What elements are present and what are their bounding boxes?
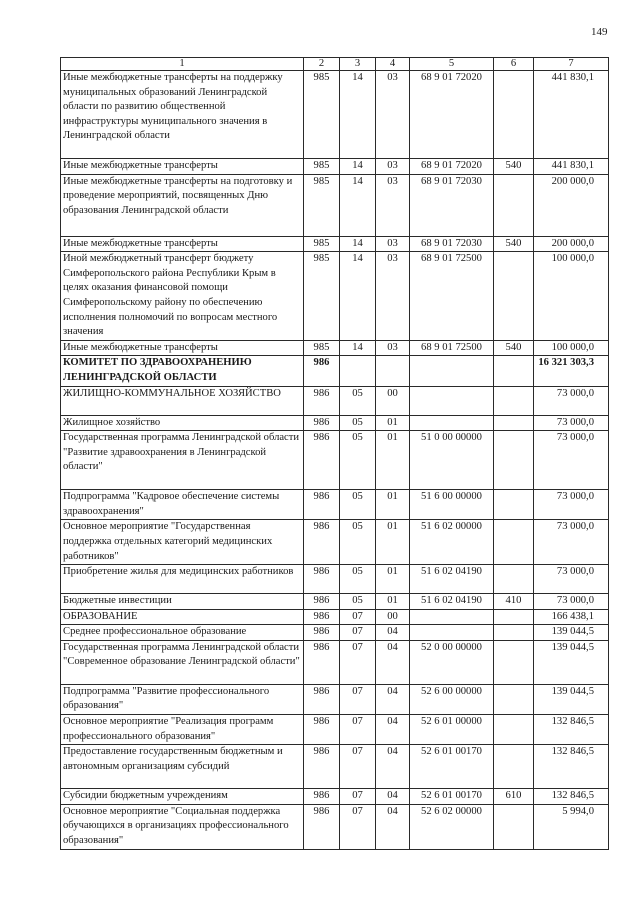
row-name: Государственная программа Ленинградской области "Современное образование Ленинградской области" (61, 640, 304, 684)
row-amount: 132 846,5 (534, 789, 609, 805)
column-header: 2 (304, 58, 340, 71)
row-grbs: 985 (304, 252, 340, 341)
row-section: 07 (340, 715, 376, 745)
row-grbs: 986 (304, 625, 340, 641)
row-grbs: 985 (304, 159, 340, 175)
row-expense-type (494, 252, 534, 341)
row-amount: 441 830,1 (534, 71, 609, 159)
row-expense-type (494, 71, 534, 159)
table-row (61, 684, 609, 714)
row-expense-type (494, 415, 534, 431)
row-name: Иные межбюджетные трансферты на подготовку и проведение мероприятий, посвященных Дню образования Ленинградской области (61, 174, 304, 236)
column-header: 5 (410, 58, 494, 71)
row-target-code: 68 9 01 72500 (410, 340, 494, 356)
row-expense-type (494, 520, 534, 565)
table-row (61, 625, 609, 641)
row-target-code: 68 9 01 72020 (410, 159, 494, 175)
row-section: 05 (340, 490, 376, 520)
row-grbs: 986 (304, 640, 340, 684)
column-header: 1 (61, 58, 304, 71)
table-row (61, 594, 609, 610)
column-header: 4 (376, 58, 410, 71)
row-expense-type (494, 745, 534, 789)
row-grbs: 986 (304, 715, 340, 745)
row-amount: 73 000,0 (534, 520, 609, 565)
row-subsection: 03 (376, 252, 410, 341)
table-row (61, 640, 609, 684)
row-name: Иной межбюджетный трансферт бюджету Симферопольского района Республики Крым в целях оказания финансовой помощи Симферопольскому району по обеспечению исполнения полномочий по вопросам местного значения (61, 252, 304, 341)
table-row (61, 340, 609, 356)
row-target-code: 68 9 01 72020 (410, 71, 494, 159)
row-target-code: 52 6 01 00170 (410, 789, 494, 805)
row-expense-type (494, 804, 534, 849)
row-amount: 73 000,0 (534, 490, 609, 520)
row-grbs: 985 (304, 174, 340, 236)
row-grbs: 986 (304, 415, 340, 431)
row-name: Подпрограмма "Развитие профессионального образования" (61, 684, 304, 714)
row-target-code: 52 0 00 00000 (410, 640, 494, 684)
row-subsection: 04 (376, 684, 410, 714)
column-header: 6 (494, 58, 534, 71)
row-grbs: 986 (304, 609, 340, 625)
row-amount: 100 000,0 (534, 252, 609, 341)
row-amount: 166 438,1 (534, 609, 609, 625)
row-subsection: 03 (376, 236, 410, 252)
table-row (61, 804, 609, 849)
row-section: 05 (340, 594, 376, 610)
row-grbs: 986 (304, 356, 340, 386)
table-row (61, 609, 609, 625)
row-section: 07 (340, 745, 376, 789)
row-expense-type: 410 (494, 594, 534, 610)
row-amount: 200 000,0 (534, 236, 609, 252)
row-amount: 132 846,5 (534, 745, 609, 789)
row-amount: 139 044,5 (534, 625, 609, 641)
row-section: 07 (340, 625, 376, 641)
row-amount: 100 000,0 (534, 340, 609, 356)
row-name: Подпрограмма "Кадровое обеспечение системы здравоохранения" (61, 490, 304, 520)
table-row (61, 415, 609, 431)
row-subsection: 04 (376, 804, 410, 849)
table-row (61, 565, 609, 594)
row-subsection: 03 (376, 340, 410, 356)
row-target-code: 68 9 01 72500 (410, 252, 494, 341)
row-expense-type (494, 490, 534, 520)
row-section: 07 (340, 804, 376, 849)
row-target-code: 52 6 00 00000 (410, 684, 494, 714)
row-name: Иные межбюджетные трансферты (61, 340, 304, 356)
row-name: Иные межбюджетные трансферты (61, 159, 304, 175)
table-row (61, 174, 609, 236)
row-target-code: 68 9 01 72030 (410, 236, 494, 252)
row-grbs: 986 (304, 386, 340, 415)
row-target-code: 51 6 02 00000 (410, 520, 494, 565)
row-name: Предоставление государственным бюджетным и автономным организациям субсидий (61, 745, 304, 789)
row-amount: 73 000,0 (534, 565, 609, 594)
row-subsection: 04 (376, 789, 410, 805)
row-grbs: 986 (304, 745, 340, 789)
row-expense-type: 540 (494, 340, 534, 356)
row-expense-type (494, 386, 534, 415)
row-target-code (410, 415, 494, 431)
row-target-code (410, 609, 494, 625)
budget-table (60, 57, 609, 850)
row-expense-type (494, 609, 534, 625)
row-subsection: 01 (376, 520, 410, 565)
row-section: 07 (340, 609, 376, 625)
row-subsection: 01 (376, 594, 410, 610)
row-section: 14 (340, 159, 376, 175)
row-subsection: 04 (376, 640, 410, 684)
row-section: 14 (340, 174, 376, 236)
row-section: 05 (340, 431, 376, 490)
row-target-code: 51 0 00 00000 (410, 431, 494, 490)
row-amount: 139 044,5 (534, 640, 609, 684)
row-subsection: 01 (376, 565, 410, 594)
row-name: КОМИТЕТ ПО ЗДРАВООХРАНЕНИЮ ЛЕНИНГРАДСКОЙ ОБЛАСТИ (61, 356, 304, 386)
table-row (61, 431, 609, 490)
table-row (61, 745, 609, 789)
table-row (61, 71, 609, 159)
row-section: 14 (340, 340, 376, 356)
column-header: 3 (340, 58, 376, 71)
row-subsection: 01 (376, 490, 410, 520)
row-target-code: 51 6 02 04190 (410, 565, 494, 594)
row-amount: 73 000,0 (534, 386, 609, 415)
row-section (340, 356, 376, 386)
row-subsection: 01 (376, 415, 410, 431)
row-subsection: 01 (376, 431, 410, 490)
row-name: Жилищное хозяйство (61, 415, 304, 431)
row-expense-type (494, 431, 534, 490)
row-name: Основное мероприятие "Государственная поддержка отдельных категорий медицинских работников" (61, 520, 304, 565)
row-target-code: 51 6 02 04190 (410, 594, 494, 610)
table-row (61, 386, 609, 415)
table-row (61, 520, 609, 565)
table-row (61, 159, 609, 175)
table-row (61, 490, 609, 520)
row-section: 05 (340, 386, 376, 415)
row-target-code (410, 356, 494, 386)
row-target-code: 52 6 01 00000 (410, 715, 494, 745)
table-row (61, 789, 609, 805)
row-grbs: 986 (304, 684, 340, 714)
row-expense-type (494, 715, 534, 745)
row-grbs: 986 (304, 789, 340, 805)
row-subsection: 00 (376, 609, 410, 625)
row-section: 07 (340, 684, 376, 714)
row-section: 05 (340, 565, 376, 594)
row-name: Основное мероприятие "Социальная поддержка обучающихся в организациях профессионального образования" (61, 804, 304, 849)
header-row (61, 58, 609, 71)
row-name: ЖИЛИЩНО-КОММУНАЛЬНОЕ ХОЗЯЙСТВО (61, 386, 304, 415)
row-amount: 139 044,5 (534, 684, 609, 714)
row-expense-type (494, 565, 534, 594)
row-section: 14 (340, 252, 376, 341)
row-expense-type: 540 (494, 236, 534, 252)
row-target-code (410, 625, 494, 641)
row-amount: 16 321 303,3 (534, 356, 609, 386)
row-subsection: 03 (376, 71, 410, 159)
row-grbs: 986 (304, 565, 340, 594)
row-subsection: 04 (376, 625, 410, 641)
row-name: Иные межбюджетные трансферты на поддержку муниципальных образований Ленинградской области по развитию общественной инфраструктуры муниципального значения в Ленинградской области (61, 71, 304, 159)
row-subsection: 00 (376, 386, 410, 415)
row-target-code: 52 6 01 00170 (410, 745, 494, 789)
row-section: 14 (340, 236, 376, 252)
row-grbs: 985 (304, 340, 340, 356)
row-subsection: 04 (376, 715, 410, 745)
row-subsection: 03 (376, 174, 410, 236)
row-expense-type: 610 (494, 789, 534, 805)
row-section: 05 (340, 520, 376, 565)
row-expense-type (494, 625, 534, 641)
row-section: 07 (340, 640, 376, 684)
row-grbs: 986 (304, 804, 340, 849)
row-grbs: 986 (304, 520, 340, 565)
row-section: 14 (340, 71, 376, 159)
row-amount: 73 000,0 (534, 431, 609, 490)
row-name: Приобретение жилья для медицинских работников (61, 565, 304, 594)
row-expense-type (494, 174, 534, 236)
table-row (61, 236, 609, 252)
row-expense-type: 540 (494, 159, 534, 175)
row-name: ОБРАЗОВАНИЕ (61, 609, 304, 625)
row-amount: 441 830,1 (534, 159, 609, 175)
row-target-code (410, 386, 494, 415)
table-row (61, 715, 609, 745)
row-amount: 200 000,0 (534, 174, 609, 236)
row-amount: 5 994,0 (534, 804, 609, 849)
row-name: Среднее профессиональное образование (61, 625, 304, 641)
row-name: Основное мероприятие "Реализация программ профессионального образования" (61, 715, 304, 745)
row-expense-type (494, 356, 534, 386)
row-name: Бюджетные инвестиции (61, 594, 304, 610)
row-subsection (376, 356, 410, 386)
row-amount: 132 846,5 (534, 715, 609, 745)
row-grbs: 986 (304, 431, 340, 490)
row-grbs: 986 (304, 490, 340, 520)
table-row (61, 356, 609, 386)
row-name: Субсидии бюджетным учреждениям (61, 789, 304, 805)
row-target-code: 68 9 01 72030 (410, 174, 494, 236)
row-name: Иные межбюджетные трансферты (61, 236, 304, 252)
row-amount: 73 000,0 (534, 415, 609, 431)
row-subsection: 03 (376, 159, 410, 175)
row-section: 05 (340, 415, 376, 431)
row-subsection: 04 (376, 745, 410, 789)
row-name: Государственная программа Ленинградской области "Развитие здравоохранения в Ленинградской области" (61, 431, 304, 490)
page-number: 149 (591, 26, 608, 38)
row-grbs: 985 (304, 71, 340, 159)
row-section: 07 (340, 789, 376, 805)
row-expense-type (494, 684, 534, 714)
row-target-code: 52 6 02 00000 (410, 804, 494, 849)
row-target-code: 51 6 00 00000 (410, 490, 494, 520)
row-amount: 73 000,0 (534, 594, 609, 610)
column-header: 7 (534, 58, 609, 71)
row-expense-type (494, 640, 534, 684)
table-row (61, 252, 609, 341)
row-grbs: 985 (304, 236, 340, 252)
row-grbs: 986 (304, 594, 340, 610)
